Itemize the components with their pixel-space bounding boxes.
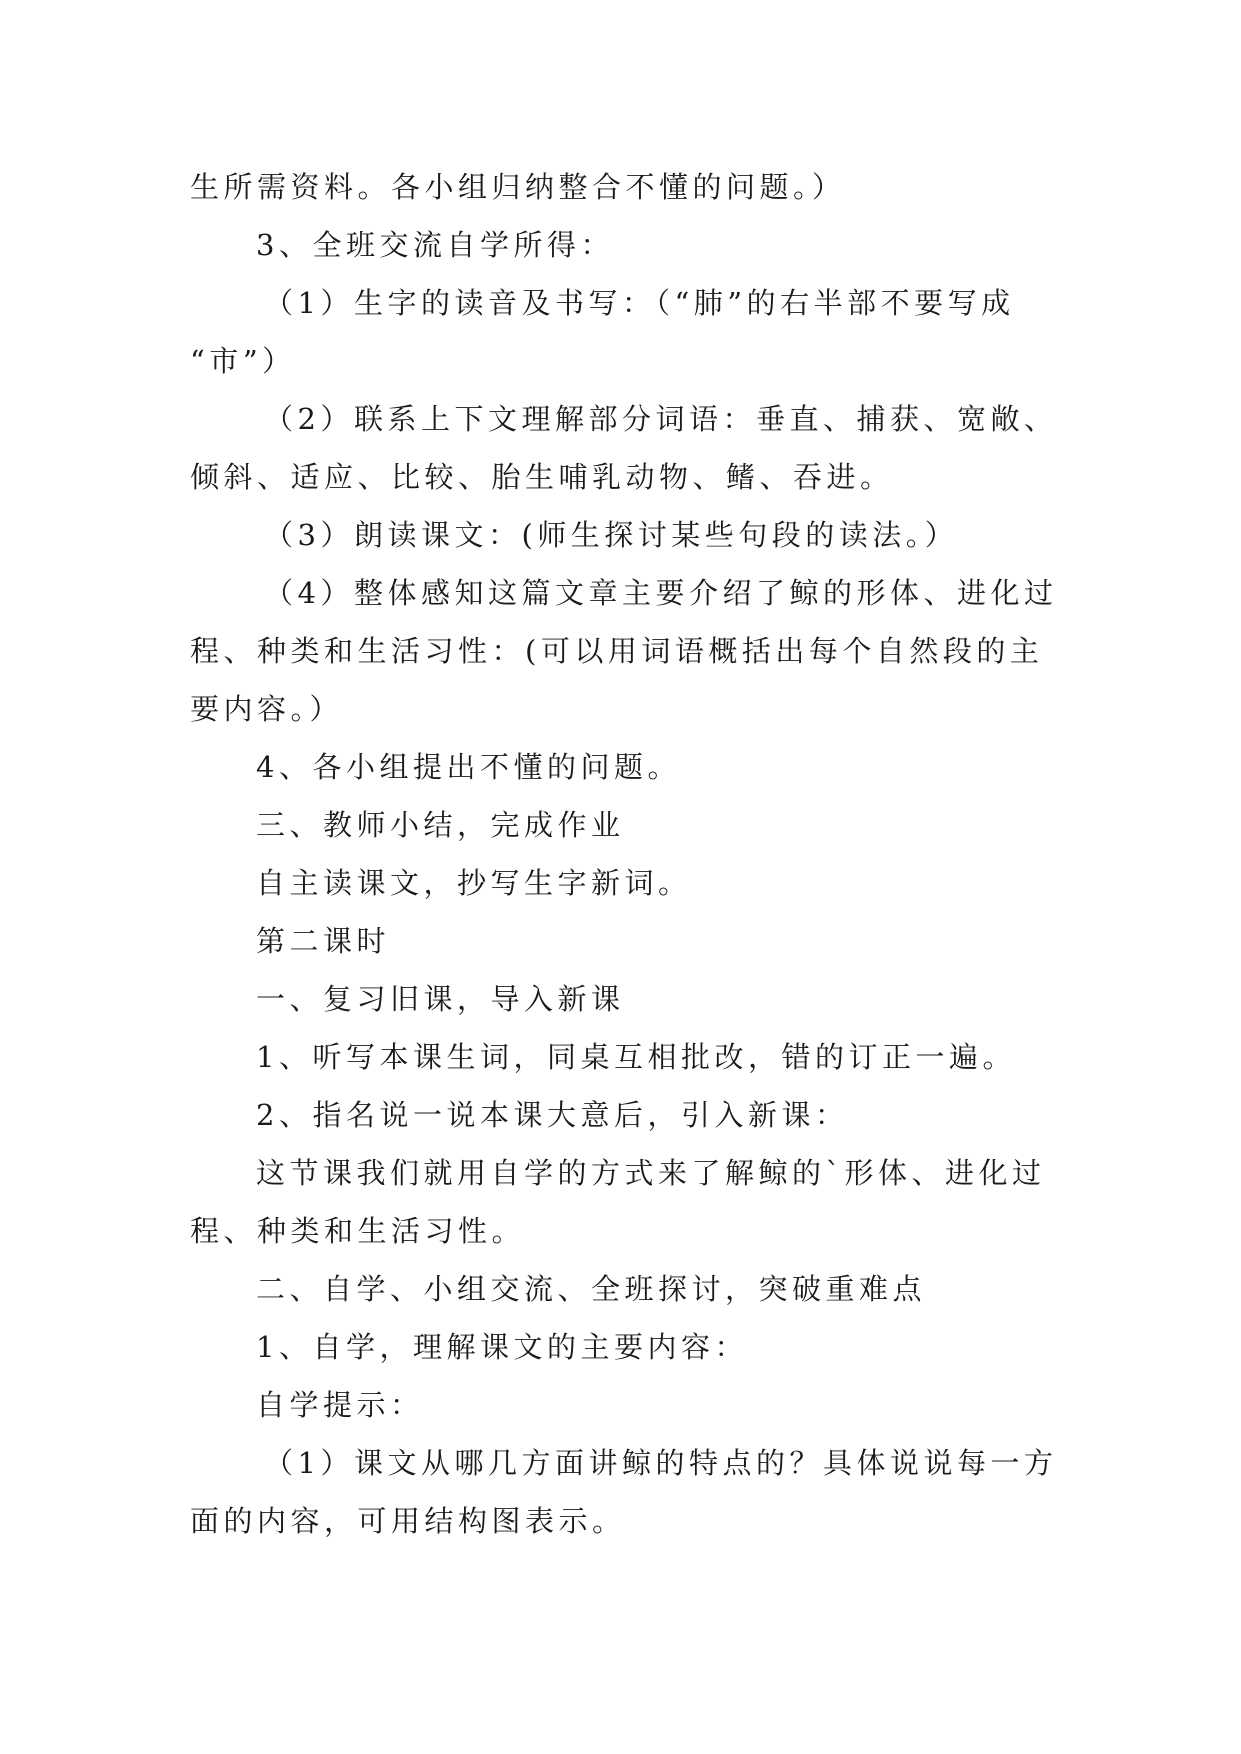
text-line: 这节课我们就用自学的方式来了解鲸的`形体、进化过 xyxy=(256,1156,1046,1190)
text-line: 面的内容，可用结构图表示。 xyxy=(190,1504,626,1538)
text-line: 自主读课文，抄写生字新词。 xyxy=(256,866,692,900)
text-line: 倾斜、适应、比较、胎生哺乳动物、鳍、吞进。 xyxy=(190,460,894,494)
document-body xyxy=(190,158,1060,1550)
text-line: （4）整体感知这篇文章主要介绍了鲸的形体、进化过 xyxy=(264,576,1058,610)
text-line: （1）生字的读音及书写：（“肺”的右半部不要写成 xyxy=(264,286,1015,320)
text-line: 2、指名说一说本课大意后，引入新课： xyxy=(256,1098,849,1132)
text-line: （3）朗读课文：(师生探讨某些句段的读法。） xyxy=(264,518,959,552)
text-line: 要内容。） xyxy=(190,692,344,726)
section-heading: 一、复习旧课，导入新课 xyxy=(256,982,625,1016)
text-line: 生所需资料。各小组归纳整合不懂的问题。） xyxy=(190,170,846,204)
text-line: 程、种类和生活习性。 xyxy=(190,1214,526,1248)
text-line: 1、听写本课生词，同桌互相批改，错的订正一遍。 xyxy=(256,1040,1016,1074)
text-line: 3、全班交流自学所得： xyxy=(256,228,614,262)
text-line: 程、种类和生活习性：(可以用词语概括出每个自然段的主 xyxy=(190,634,1044,668)
section-heading: 三、教师小结，完成作业 xyxy=(256,808,625,842)
text-line: 4、各小组提出不懂的问题。 xyxy=(256,750,681,784)
text-line: 自学提示： xyxy=(256,1388,424,1422)
text-line: 1、自学，理解课文的主要内容： xyxy=(256,1330,748,1364)
lesson-heading: 第二课时 xyxy=(256,924,391,958)
text-line: （2）联系上下文理解部分词语：垂直、捕获、宽敞、 xyxy=(264,402,1058,436)
text-line: “市”） xyxy=(190,344,296,378)
text-line: （1）课文从哪几方面讲鲸的特点的？具体说说每一方 xyxy=(264,1446,1058,1480)
section-heading: 二、自学、小组交流、全班探讨，突破重难点 xyxy=(256,1272,927,1306)
